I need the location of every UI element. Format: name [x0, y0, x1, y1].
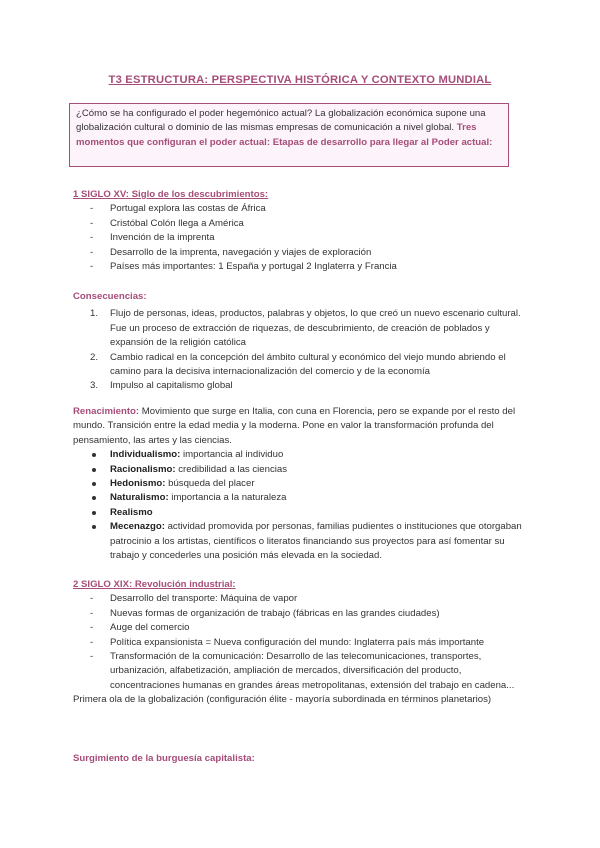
list-item: - Desarrollo de la imprenta, navegación y viajes de exploración: [73, 246, 533, 260]
intro-box: [69, 103, 509, 167]
list-item: - Política expansionista = Nueva configuración del mundo: Inglaterra país más importante: [73, 636, 533, 650]
section-consecuencias: [73, 290, 533, 394]
renacimiento-list: [73, 448, 533, 563]
burguesia-heading: Surgimiento de la burguesía capitalista:: [73, 753, 255, 764]
list-item: - Invención de la imprenta: [73, 231, 533, 245]
section-siglo-xix: [73, 578, 533, 708]
section-burguesia: [73, 752, 533, 766]
section2-note: Primera ola de la globalización (configuración élite - mayoría subordinada en términos planetarios): [73, 694, 492, 706]
list-item: - Desarrollo del transporte: Máquina de vapor: [73, 592, 533, 606]
consecuencias-list: [73, 307, 533, 393]
list-item: Individualismo: importancia al individuo: [73, 448, 533, 462]
list-item: - Auge del comercio: [73, 621, 533, 635]
list-item: - Portugal explora las costas de África: [73, 202, 533, 216]
list-item: - Países más importantes: 1 España y portugal 2 Inglaterra y Francia: [73, 260, 533, 274]
consecuencias-heading: Consecuencias:: [73, 291, 147, 302]
section-renacimiento: [73, 405, 533, 563]
section2-heading: 2 SIGLO XIX: Revolución industrial:: [73, 579, 236, 590]
section1-heading: 1 SIGLO XV: Siglo de los descubrimientos:: [73, 189, 269, 200]
list-item: 3. Impulso al capitalismo global: [90, 380, 233, 392]
list-item: - Transformación de la comunicación: Desarrollo de las telecomunicaciones, transportes, urbanización, alfabetización, ampliación de mercados, diversificación del producto, concentraciones humanas en grandes áreas metropolitanas, extensión del trabajo en cadena...: [73, 650, 533, 693]
list-item: Racionalismo: credibilidad a las ciencias: [73, 463, 533, 477]
intro-text: ¿Cómo se ha configurado el poder hegemónico actual? La globalización económica supone una globalización cultural o dominio de las mismas empresas de comunicación a nivel global.: [76, 108, 486, 134]
list-item: Realismo: [73, 506, 533, 520]
intro-highlight: Tres momentos que configuran el poder actual: Etapas de desarrollo para llegar al Poder actual:: [76, 122, 493, 148]
list-item: Mecenazgo: actividad promovida por personas, familias pudientes o instituciones que otorgaban patrocinio a los artistas, científicos o literatos financiando sus proyectos para así fomentar su trabajo y concederles una posición más elevada en la sociedad.: [73, 520, 533, 563]
section1-list: [73, 202, 533, 274]
page-title: T3 ESTRUCTURA: PERSPECTIVA HISTÓRICA Y CONTEXTO MUNDIAL: [108, 74, 492, 86]
section2-list: [73, 592, 533, 693]
list-item: 2. Cambio radical en la concepción del ámbito cultural y económico del viejo mundo abriendo el camino para la decisiva internacionalización del comercio y de la economía: [90, 351, 506, 378]
list-item: Hedonismo: búsqueda del placer: [73, 477, 533, 491]
list-item: 1. Flujo de personas, ideas, productos, palabras y objetos, lo que creó un nuevo escenario cultural. Fue un proceso de extracción de riquezas, de descubrimiento, de creación de poblados y expansión de la religión católica: [90, 308, 521, 349]
list-item: - Cristóbal Colón llega a América: [73, 217, 533, 231]
list-item: Naturalismo: importancia a la naturaleza: [73, 491, 533, 505]
renacimiento-paragraph: Renacimiento: Movimiento que surge en Italia, con cuna en Florencia, pero se expande por el resto del mundo. Transición entre la edad media y la moderna. Pone en valor la transformación profunda del pensamiento, las artes y las ciencias.: [73, 406, 516, 446]
section-siglo-xv: [73, 188, 533, 274]
list-item: - Nuevas formas de organización de trabajo (fábricas en las grandes ciudades): [73, 607, 533, 621]
